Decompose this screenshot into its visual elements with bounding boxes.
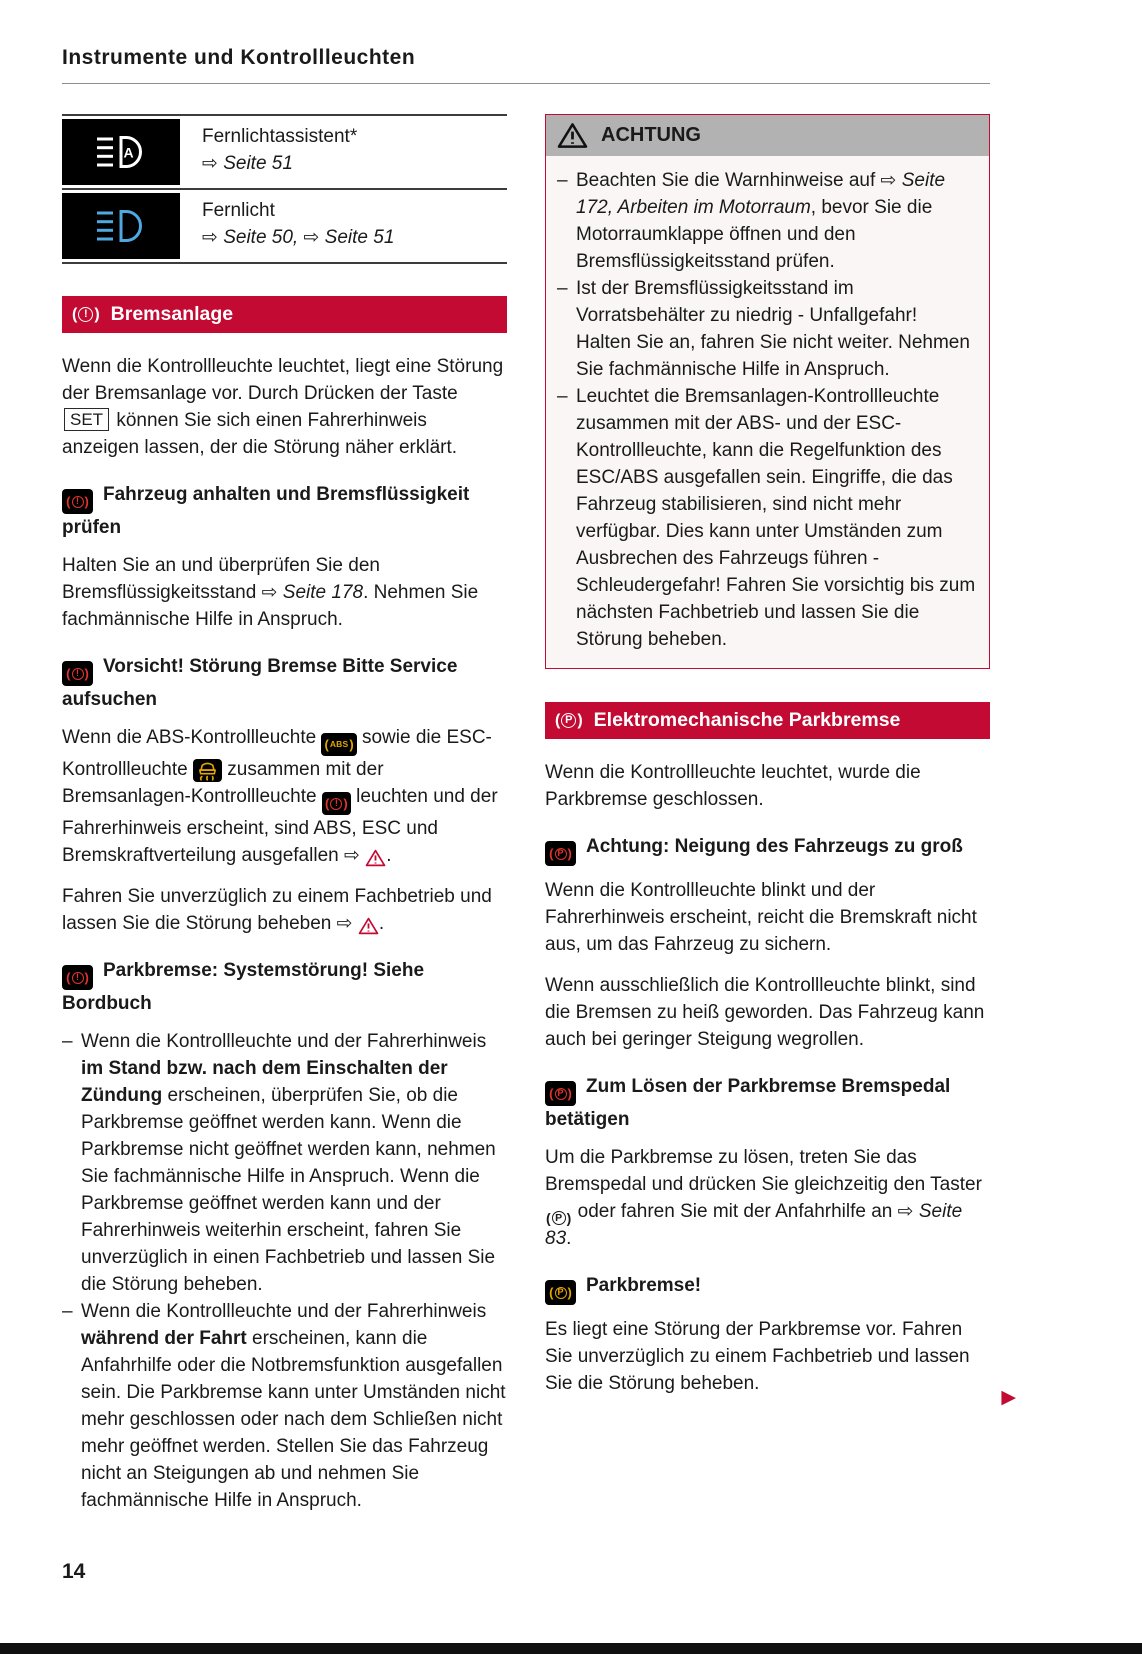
warn-icon xyxy=(365,849,386,867)
park-icon: ( P ) xyxy=(545,1081,576,1106)
list-item: – Beachten Sie die Warnhinweise auf ⇨ Seite 172, Arbeiten im Motorraum, bevor Sie die Motorraumklappe öffnen und den Bremsflüssigkeitsstand prüfen. xyxy=(557,167,977,275)
left-column xyxy=(62,114,507,1528)
subheading: ( P ) Parkbremse! xyxy=(545,1272,990,1305)
dash-list xyxy=(62,1028,507,1514)
brake-icon: ( ! ) xyxy=(62,965,93,990)
subheading: ( P ) Achtung: Neigung des Fahrzeugs zu groß xyxy=(545,833,990,866)
page-title: Instrumente und Kontrollleuchten xyxy=(62,46,416,69)
park-white-icon: ( P ) xyxy=(555,711,583,729)
indicator-page-ref: ⇨ Seite 51 xyxy=(202,153,293,174)
dash-bullet: – xyxy=(557,278,568,299)
warning-triangle-icon xyxy=(557,122,588,149)
brake-white-icon: ( ! ) xyxy=(72,305,100,323)
set-keycap: SET xyxy=(64,408,109,431)
section-banner-label: Elektromechanische Parkbremse xyxy=(593,709,901,731)
page-number: 14 xyxy=(62,1560,86,1583)
paragraph: Fahren Sie unverzüglich zu einem Fachbetrieb und lassen Sie die Störung beheben ⇨ . xyxy=(62,886,492,934)
list-item: – Wenn die Kontrollleuchte und der Fahrerhinweis während der Fahrt erscheinen, kann die Anfahrhilfe oder die Notbremsfunktion ausgefallen sein. Die Parkbremse kann unter Umständen nicht mehr geschlossen oder nach dem Schließen nicht mehr geöffnet werden. Stellen Sie das Fahrzeug nicht an Steigungen ab und nehmen Sie fachmännische Hilfe in Anspruch. xyxy=(62,1298,507,1514)
list-item: – Wenn die Kontrollleuchte und der Fahrerhinweis im Stand bzw. nach dem Einschalten der Zündung erscheinen, überprüfen Sie, ob die Parkbremse geöffnet werden kann. Wenn die Parkbremse nicht geöffnet werden kann, nehmen Sie fachmännische Hilfe in Anspruch. Wenn die Parkbremse geöffnet werden kann und der Fahrerhinweis weiterhin erscheint, fahren Sie unverzüglich in einen Fachbetrieb und lassen Sie die Störung beheben. xyxy=(62,1028,507,1298)
high-beam-assist-icon xyxy=(94,134,148,170)
paragraph: Um die Parkbremse zu lösen, treten Sie das Bremspedal und drücken Sie gleichzeitig den Taster ( P ) oder fahren Sie mit der Anfahrhilfe an ⇨ Seite 83. xyxy=(545,1147,982,1249)
paragraph: Wenn die Kontrollleuchte leuchtet, wurde die Parkbremse geschlossen. xyxy=(545,762,921,810)
indicator-icon-cell xyxy=(62,119,180,185)
paragraph: Es liegt eine Störung der Parkbremse vor. Fahren Sie unverzüglich zu einem Fachbetrieb und lassen Sie die Störung beheben. xyxy=(545,1319,970,1394)
abs-icon: ( ABS ) xyxy=(321,733,356,756)
indicator-row xyxy=(62,190,507,264)
subheading: ( ! ) Vorsicht! Störung Bremse Bitte Service aufsuchen xyxy=(62,656,458,710)
indicator-row xyxy=(62,116,507,190)
dash-bullet: – xyxy=(62,1031,73,1052)
content-columns xyxy=(62,114,1016,1528)
page-header xyxy=(62,46,990,84)
high-beam-icon xyxy=(94,208,148,244)
subheading: ( P ) Zum Lösen der Parkbremse Bremspedal betätigen xyxy=(545,1076,951,1130)
indicator-page-ref: ⇨ Seite 50, ⇨ Seite 51 xyxy=(202,227,395,248)
indicator-text-cell xyxy=(180,119,357,185)
dash-bullet: – xyxy=(557,386,568,407)
subheading: ( ! ) Fahrzeug anhalten und Bremsflüssigkeit prüfen xyxy=(62,484,470,538)
header-rule xyxy=(62,83,990,84)
indicator-text-cell xyxy=(180,193,394,259)
section-banner-label: Bremsanlage xyxy=(110,303,234,325)
dash-bullet: – xyxy=(557,170,568,191)
right-column-blocks xyxy=(545,759,990,1397)
warning-box-header xyxy=(546,115,989,156)
section-banner-parkbremse xyxy=(545,702,990,739)
warning-title: ACHTUNG xyxy=(601,124,701,146)
left-column-blocks xyxy=(62,353,507,1514)
paragraph: Wenn die ABS-Kontrollleuchte ( ABS ) sowie die ESC-Kontrollleuchte zusammen mit der Bremsanlagen-Kontrollleuchte ( ! ) leuchten und der Fahrerhinweis erscheint, sind ABS, ESC und Bremskraftverteilung ausgefallen ⇨ . xyxy=(62,727,498,866)
list-item: – Ist der Bremsflüssigkeitsstand im Vorratsbehälter zu niedrig - Unfallgefahr! Halten Sie an, fahren Sie nicht weiter. Nehmen Sie fachmännische Hilfe in Anspruch. xyxy=(557,275,977,383)
indicator-title: Fernlicht xyxy=(202,200,275,221)
svg-text:A: A xyxy=(123,144,134,161)
continuation-arrow: ▶ xyxy=(1001,1387,1016,1408)
park-plain-icon: ( P ) xyxy=(546,1210,572,1226)
indicator-icon-cell xyxy=(62,193,180,259)
indicator-table xyxy=(62,114,507,264)
brake-icon: ( ! ) xyxy=(62,489,93,514)
subheading: ( ! ) Parkbremse: Systemstörung! Siehe Bordbuch xyxy=(62,960,425,1014)
paragraph: Wenn die Kontrollleuchte blinkt und der Fahrerhinweis erscheint, reicht die Bremskraft nicht aus, um das Fahrzeug zu sichern. xyxy=(545,880,977,955)
warning-box xyxy=(545,114,990,669)
paragraph: Wenn ausschließlich die Kontrollleuchte blinkt, sind die Bremsen zu heiß geworden. Das Fahrzeug kann auch bei geringer Steigung wegrollen. xyxy=(545,975,985,1050)
dash-list xyxy=(557,167,977,653)
section-banner-bremsanlage xyxy=(62,296,507,333)
paragraph: Halten Sie an und überprüfen Sie den Bremsflüssigkeitsstand ⇨ Seite 178. Nehmen Sie fachmännische Hilfe in Anspruch. xyxy=(62,555,479,630)
brake-icon: ( ! ) xyxy=(62,661,93,686)
right-column xyxy=(545,114,1016,1528)
esc-icon xyxy=(193,759,222,782)
warning-box-body xyxy=(546,156,989,668)
park-icon: ( P ) xyxy=(545,841,576,866)
page-bottom-edge xyxy=(0,1643,1142,1654)
indicator-title: Fernlichtassistent* xyxy=(202,126,358,147)
dash-bullet: – xyxy=(62,1301,73,1322)
brake-icon: ( ! ) xyxy=(322,792,351,815)
park-yellow-icon: ( P ) xyxy=(545,1280,576,1305)
warn-icon xyxy=(358,917,379,935)
paragraph: Wenn die Kontrollleuchte leuchtet, liegt eine Störung der Bremsanlage vor. Durch Drücken der Taste SET können Sie sich einen Fahrerhinweis anzeigen lassen, der die Störung näher erklärt. xyxy=(62,356,504,458)
list-item: – Leuchtet die Bremsanlagen-Kontrollleuchte zusammen mit der ABS- und der ESC-Kontrollleuchte, kann die Regelfunktion des ESC/ABS ausgefallen sein. Eingriffe, die das Fahrzeug stabilisieren, sind nicht mehr verfügbar. Dies kann unter Umständen zum Ausbrechen des Fahrzeugs führen - Schleudergefahr! Fahren Sie vorsichtig bis zum nächsten Fachbetrieb und lassen Sie die Störung beheben. xyxy=(557,383,977,653)
